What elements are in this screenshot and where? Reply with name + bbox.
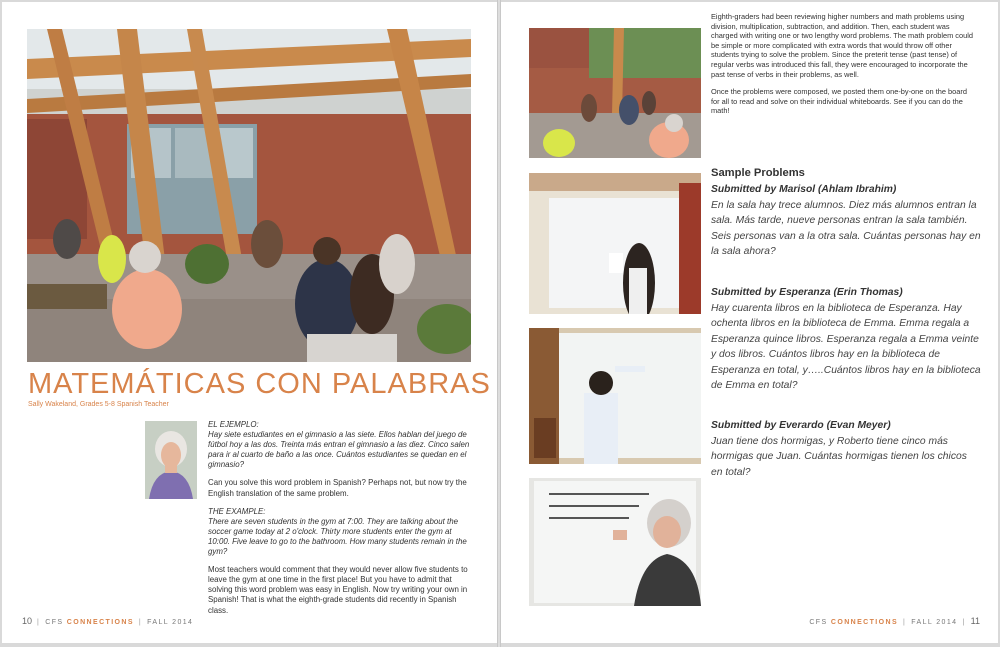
photo-student-at-whiteboard-2	[529, 328, 701, 464]
photo-students-outdoors	[529, 28, 701, 158]
submission-title: Submitted by Everardo (Evan Meyer)	[711, 420, 891, 431]
page-number-left: 10	[22, 616, 33, 626]
issue-right: FALL 2014	[911, 619, 958, 626]
intro-paragraph-2: Once the problems were composed, we posted them one-by-one on the board for all to read and solve on their individual whiteboards. See if you can do the math!	[711, 87, 967, 116]
example-label-es: EL EJEMPLO:	[208, 420, 259, 429]
example-label-en: THE EXAMPLE:	[208, 506, 266, 516]
submission-title: Submitted by Esperanza (Erin Thomas)	[711, 287, 903, 298]
submission-text: Hay cuarenta libros en la biblioteca de Esperanza. Hay ochenta libros en la biblioteca de Emma. Emma regala a Esperanza quince libros. Esperanza regala a Emma veinte y dos libros. Cuántos libros hay en la biblioteca de Esperanza en total, y…..Cuántos libros hay en la biblioteca de Emma en total?	[711, 302, 981, 391]
photo-teacher-at-whiteboard	[529, 478, 701, 606]
intro-text	[711, 12, 973, 124]
article-body-left	[208, 420, 470, 624]
left-page	[2, 2, 497, 643]
page-number-right: 11	[970, 616, 980, 626]
brand-name-right: CONNECTIONS	[830, 619, 899, 626]
intro-paragraph-1: Eighth-graders had been reviewing higher numbers and math problems using division, multiplication, subtraction, and addition. Then, each student was charged with writing one or two lengthy word problems. The math problem could be simple or more complicated with extra words that would throw off other students trying to solve the problem. Since the preterit tense (past tense) of regular verbs was introduced this fall, they were encouraged to incorporate the past tense of verbs in their problems, as well.	[711, 12, 973, 79]
submission-everardo	[711, 418, 981, 480]
article-byline: Sally Wakeland, Grades 5-8 Spanish Teacher	[28, 401, 169, 408]
issue-left: FALL 2014	[147, 619, 194, 626]
footer-right: CFS CONNECTIONS | FALL 2014 | 11	[809, 616, 980, 626]
photo-student-at-whiteboard-1	[529, 173, 701, 314]
brand-name-left: CONNECTIONS	[66, 619, 134, 626]
sample-problems-heading: Sample Problems	[711, 167, 805, 179]
paragraph-1: Can you solve this word problem in Spanish? Perhaps not, but now try the English translation of the same problem.	[208, 478, 467, 498]
submission-esperanza	[711, 285, 981, 394]
submission-text: En la sala hay trece alumnos. Diez más alumnos entran la sala. Más tarde, nueve personas entran la sala también. Seis personas van a la otra sala. Cuántas personas hay en la sala ahora?	[711, 199, 981, 257]
submission-marisol	[711, 182, 981, 260]
example-text-en: There are seven students in the gym at 7:00. They are talking about the soccer game today at 2 o'clock. Thirty more students enter the gym at 10:00. Five leave to go to the bathroom. How many students remain in the gym?	[208, 516, 467, 557]
hero-photo-outdoor-class	[27, 29, 471, 362]
brand-prefix-left: CFS	[45, 619, 64, 626]
footer-left: 10 | CFS CONNECTIONS | FALL 2014	[22, 616, 194, 626]
right-page	[501, 2, 998, 643]
submission-text: Juan tiene dos hormigas, y Roberto tiene cinco más hormigas que Juan. Cuántas hormigas tienen los chicos en total?	[711, 435, 967, 478]
submission-title: Submitted by Marisol (Ahlam Ibrahim)	[711, 184, 897, 195]
brand-prefix-right: CFS	[809, 619, 828, 626]
author-portrait	[145, 421, 197, 499]
example-text-es: Hay siete estudiantes en el gimnasio a las siete. Ellos hablan del juego de fútbol hoy a las dos. Treinta más entran el gimnasio a las diez. Cinco salen para ir al cuarto de baño a las once. Cuántos estudiantes se quedan en el gimnasio?	[208, 430, 470, 470]
paragraph-2: Most teachers would comment that they would never allow five students to leave the gym at one time in the first place! But you have to admit that solving this word problem was easy in English. Now try writing your own in Spanish! That is what the eighth-grade students did recently in Spanish class.	[208, 565, 468, 615]
article-title: MATEMÁTICAS CON PALABRAS	[28, 368, 491, 400]
